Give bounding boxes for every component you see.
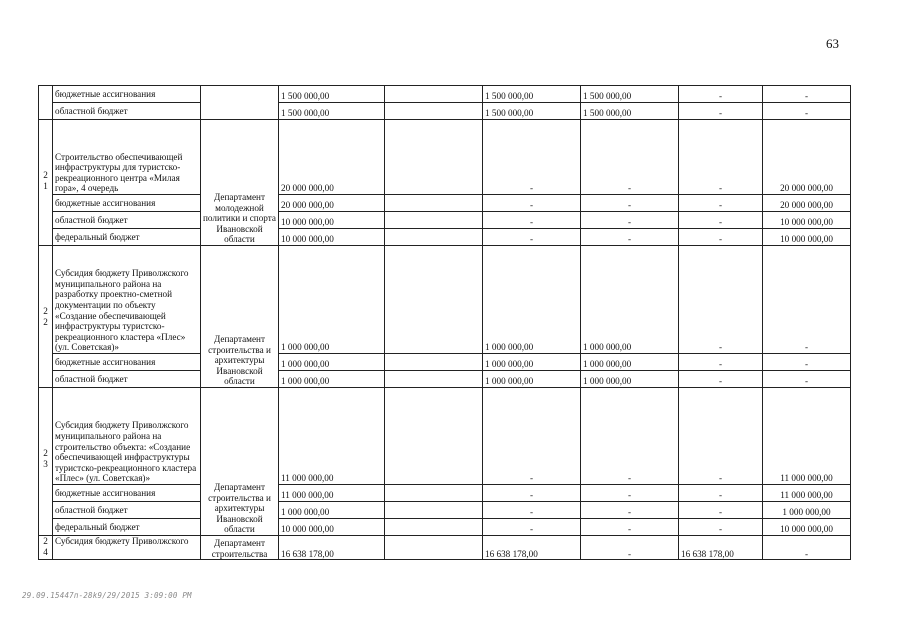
- amount-cell: 20 000 000,00: [279, 120, 385, 195]
- row-name-cell: Субсидия бюджету Приволжского муниципального района на строительство объекта: «Создание обеспечивающей инфраструктуры туристско-рекреационного кластера «Плес» (ул. Советская)»: [53, 388, 201, 485]
- document-footer-stamp: 29.09.15447п-28k9/29/2015 3:09:00 PM: [22, 591, 192, 600]
- amount-cell: -: [483, 212, 581, 229]
- row-number-cell: 2 3: [39, 388, 53, 536]
- amount-cell: -: [679, 195, 763, 212]
- amount-cell: 16 638 178,00: [483, 536, 581, 560]
- amount-cell: [385, 502, 483, 519]
- amount-cell: 11 000 000,00: [763, 388, 851, 485]
- amount-cell: 1 500 000,00: [279, 103, 385, 120]
- amount-cell: -: [483, 195, 581, 212]
- amount-cell: -: [483, 120, 581, 195]
- amount-cell: -: [581, 212, 679, 229]
- amount-cell: [385, 120, 483, 195]
- amount-cell: 1 000 000,00: [581, 354, 679, 371]
- amount-cell: [385, 86, 483, 103]
- amount-cell: 1 000 000,00: [581, 371, 679, 388]
- amount-cell: 1 000 000,00: [483, 371, 581, 388]
- row-name-cell: Субсидия бюджету Приволжского муниципального района на разработку проектно-сметной документации по объекту «Создание обеспечивающей инфраструктуры туристско-рекреационного кластера «Плес» (ул. Советская)»: [53, 246, 201, 354]
- amount-cell: 1 000 000,00: [279, 502, 385, 519]
- amount-cell: [385, 195, 483, 212]
- amount-cell: 1 500 000,00: [483, 103, 581, 120]
- amount-cell: -: [483, 229, 581, 246]
- amount-cell: 1 500 000,00: [581, 86, 679, 103]
- amount-cell: 1 000 000,00: [581, 246, 679, 354]
- amount-cell: -: [763, 536, 851, 560]
- amount-cell: 10 000 000,00: [279, 519, 385, 536]
- amount-cell: -: [483, 519, 581, 536]
- amount-cell: -: [763, 103, 851, 120]
- table-row: [39, 519, 851, 536]
- amount-cell: -: [581, 485, 679, 502]
- row-name-cell: бюджетные ассигнования: [53, 485, 201, 502]
- amount-cell: 10 000 000,00: [279, 212, 385, 229]
- amount-cell: -: [679, 371, 763, 388]
- amount-cell: 16 638 178,00: [679, 536, 763, 560]
- row-name-cell: федеральный бюджет: [53, 519, 201, 536]
- table-row: [39, 195, 851, 212]
- amount-cell: -: [581, 502, 679, 519]
- amount-cell: [385, 229, 483, 246]
- amount-cell: -: [763, 246, 851, 354]
- row-name-cell: областной бюджет: [53, 103, 201, 120]
- page-number: 63: [826, 36, 839, 51]
- amount-cell: 11 000 000,00: [279, 388, 385, 485]
- amount-cell: 1 500 000,00: [483, 86, 581, 103]
- row-name-cell: областной бюджет: [53, 371, 201, 388]
- amount-cell: -: [581, 536, 679, 560]
- amount-cell: 16 638 178,00: [279, 536, 385, 560]
- row-number-cell: [39, 86, 53, 120]
- amount-cell: 10 000 000,00: [763, 519, 851, 536]
- row-name-cell: Субсидия бюджету Приволжского: [53, 536, 201, 560]
- amount-cell: -: [581, 195, 679, 212]
- row-number-cell: 2 2: [39, 246, 53, 388]
- amount-cell: 1 000 000,00: [483, 354, 581, 371]
- row-number-cell: 2 1: [39, 120, 53, 246]
- row-name-cell: бюджетные ассигнования: [53, 195, 201, 212]
- amount-cell: -: [581, 519, 679, 536]
- amount-cell: -: [679, 212, 763, 229]
- amount-cell: [385, 354, 483, 371]
- table-row: [39, 86, 851, 103]
- amount-cell: [385, 246, 483, 354]
- table-row: [39, 354, 851, 371]
- amount-cell: -: [679, 485, 763, 502]
- amount-cell: 1 500 000,00: [581, 103, 679, 120]
- table-row: [39, 536, 851, 560]
- amount-cell: -: [679, 103, 763, 120]
- row-name-cell: федеральный бюджет: [53, 229, 201, 246]
- amount-cell: [385, 371, 483, 388]
- amount-cell: 1 000 000,00: [279, 354, 385, 371]
- amount-cell: 20 000 000,00: [763, 195, 851, 212]
- amount-cell: 1 000 000,00: [279, 371, 385, 388]
- amount-cell: -: [679, 86, 763, 103]
- row-name-cell: областной бюджет: [53, 212, 201, 229]
- amount-cell: -: [763, 86, 851, 103]
- amount-cell: 20 000 000,00: [763, 120, 851, 195]
- amount-cell: 1 000 000,00: [483, 246, 581, 354]
- amount-cell: [385, 212, 483, 229]
- amount-cell: -: [679, 502, 763, 519]
- amount-cell: -: [679, 120, 763, 195]
- amount-cell: -: [763, 354, 851, 371]
- amount-cell: 10 000 000,00: [279, 229, 385, 246]
- row-number-cell: 2 4: [39, 536, 53, 560]
- amount-cell: -: [483, 485, 581, 502]
- row-department-cell: Департамент молодежной политики и спорта Ивановской области: [201, 120, 279, 246]
- table-row: [39, 388, 851, 485]
- amount-cell: [385, 485, 483, 502]
- table-row: [39, 371, 851, 388]
- amount-cell: -: [679, 354, 763, 371]
- amount-cell: -: [581, 388, 679, 485]
- amount-cell: 1 000 000,00: [279, 246, 385, 354]
- row-name-cell: областной бюджет: [53, 502, 201, 519]
- amount-cell: 1 000 000,00: [763, 502, 851, 519]
- table-row: [39, 212, 851, 229]
- amount-cell: -: [679, 519, 763, 536]
- amount-cell: [385, 519, 483, 536]
- row-department-cell: Департамент строительства: [201, 536, 279, 560]
- amount-cell: 11 000 000,00: [279, 485, 385, 502]
- amount-cell: 1 500 000,00: [279, 86, 385, 103]
- amount-cell: -: [679, 229, 763, 246]
- amount-cell: -: [763, 371, 851, 388]
- amount-cell: -: [679, 246, 763, 354]
- row-department-cell: Департамент строительства и архитектуры Ивановской области: [201, 388, 279, 536]
- table-row: [39, 246, 851, 354]
- table-row: [39, 103, 851, 120]
- amount-cell: -: [581, 229, 679, 246]
- amount-cell: 10 000 000,00: [763, 212, 851, 229]
- amount-cell: 20 000 000,00: [279, 195, 385, 212]
- row-department-cell: [201, 86, 279, 120]
- row-department-cell: Департамент строительства и архитектуры Ивановской области: [201, 246, 279, 388]
- amount-cell: 10 000 000,00: [763, 229, 851, 246]
- table-row: [39, 485, 851, 502]
- amount-cell: [385, 103, 483, 120]
- amount-cell: -: [679, 388, 763, 485]
- amount-cell: [385, 536, 483, 560]
- amount-cell: 11 000 000,00: [763, 485, 851, 502]
- amount-cell: -: [483, 502, 581, 519]
- table-row: [39, 502, 851, 519]
- table-row: [39, 229, 851, 246]
- amount-cell: -: [581, 120, 679, 195]
- amount-cell: -: [483, 388, 581, 485]
- row-name-cell: бюджетные ассигнования: [53, 354, 201, 371]
- budget-table: [38, 85, 851, 560]
- row-name-cell: Строительство обеспечивающей инфраструктуры для туристско-рекреационного центра «Милая гора», 4 очередь: [53, 120, 201, 195]
- row-name-cell: бюджетные ассигнования: [53, 86, 201, 103]
- table-row: [39, 120, 851, 195]
- amount-cell: [385, 388, 483, 485]
